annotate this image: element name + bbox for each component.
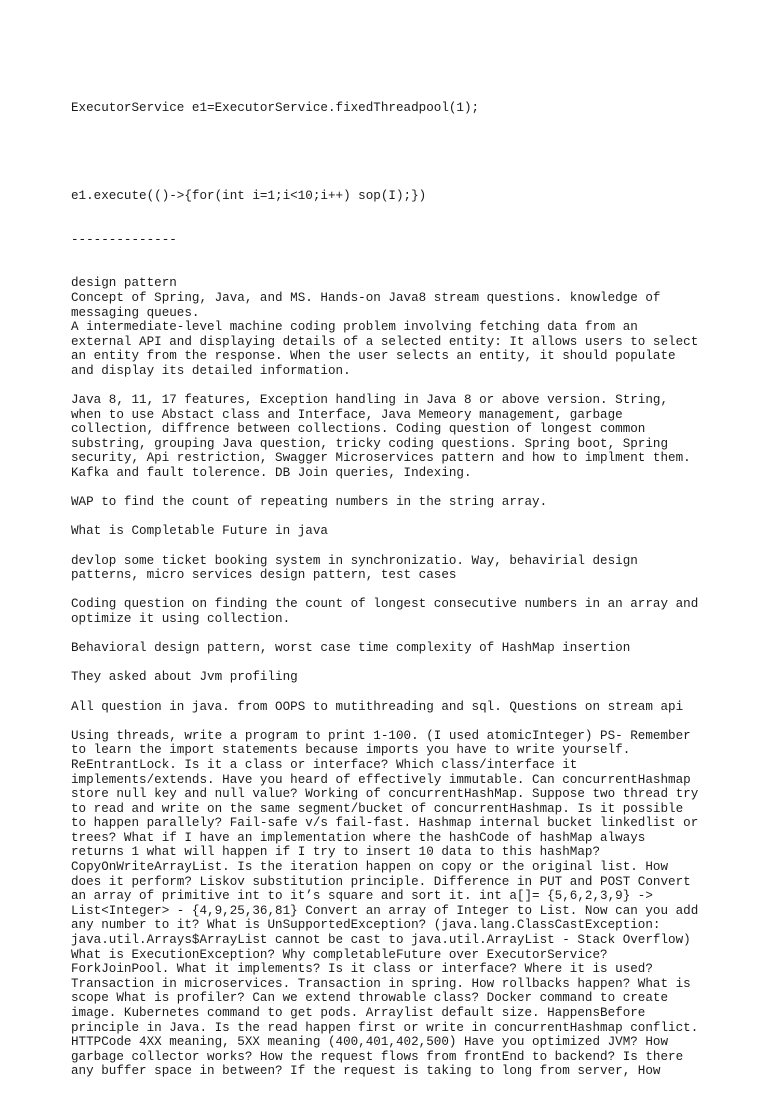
document-page [71, 72, 711, 1094]
paragraph-jvm-profiling [71, 670, 711, 685]
paragraph-wap-repeating [71, 495, 711, 510]
text-line: Using threads, write a program to print 1-100. (I used atomicInteger) PS- Remember [71, 728, 691, 743]
text-line: external API and displaying details of a selected entity: It allows users to select [71, 334, 699, 349]
text-line: A intermediate-level machine coding problem involving fetching data from an [71, 320, 638, 335]
text-line: devlop some ticket booking system in synchronizatio. Way, behavirial design [71, 553, 638, 568]
text-line: security, Api restriction, Swagger Microservices pattern and how to implment them. [71, 451, 691, 466]
text-line: Transaction in microservices. Transaction in spring. How rollbacks happen? What is [71, 976, 691, 991]
text-line: collection, diffrence between collections. Coding question of longest common [71, 422, 646, 437]
text-line: scope What is profiler? Can we extend throwable class? Docker command to create [71, 991, 669, 1006]
text-line: design pattern [71, 276, 177, 291]
text-line: Java 8, 11, 17 features, Exception handling in Java 8 or above version. String, [71, 393, 669, 408]
paragraph-completable-future [71, 524, 711, 539]
text-line: java.util.Arrays$ArrayList cannot be cast to java.util.ArrayList - Stack Overflow) [71, 933, 691, 948]
text-line: patterns, micro services design pattern, test cases [71, 568, 457, 583]
text-line: Kafka and fault tolerence. DB Join queries, Indexing. [71, 466, 472, 481]
text-line: when to use Abstact class and Interface, Java Memeory management, garbage [71, 407, 623, 422]
text-line: ReEntrantLock. Is it a class or interface? Which class/interface it [71, 757, 578, 772]
text-line: and display its detailed information. [71, 363, 351, 378]
paragraph-java-features [71, 393, 711, 481]
text-line: trees? What if I have an implementation where the hashCode of hashMap always [71, 830, 646, 845]
text-line: Concept of Spring, Java, and MS. Hands-on Java8 stream questions. knowledge of [71, 290, 661, 305]
text-line: ForkJoinPool. What it implements? Is it class or interface? Where it is used? [71, 962, 653, 977]
paragraph-design-pattern [71, 276, 711, 378]
text-line: WAP to find the count of repeating numbers in the string array. [71, 495, 548, 510]
text-line: image. Kubernetes command to get pods. Arraylist default size. HappensBefore [71, 1006, 646, 1020]
text-line: CopyOnWriteArrayList. Is the iteration happen on copy or the original list. How [71, 860, 669, 875]
text-line: to read and write on the same segment/bucket of concurrentHashmap. Is it possible [71, 801, 684, 816]
text-line: any buffer space in between? If the request is taking to long from server, How [71, 1064, 661, 1079]
text-line: any number to it? What is UnSupportedException? (java.lang.ClassCastException: [71, 918, 661, 933]
text-line: What is Completable Future in java [71, 524, 328, 539]
paragraph-threads-questions [71, 729, 711, 1079]
text-line: substring, grouping Java question, tricky coding questions. Spring boot, Spring [71, 436, 669, 451]
paragraph-behavioral-pattern [71, 641, 711, 656]
text-line: Coding question on finding the count of longest consecutive numbers in an array and [71, 597, 699, 612]
text-line: optimize it using collection. [71, 611, 291, 626]
code-snippet-execute [71, 160, 711, 277]
text-line: Behavioral design pattern, worst case time complexity of HashMap insertion [71, 641, 631, 656]
paragraph-all-java [71, 700, 711, 715]
text-line: store null key and null value? Working of concurrentHashMap. Suppose two thread try [71, 787, 699, 802]
text-line: to learn the import statements because imports you have to write yourself. [71, 743, 631, 758]
text-line: implements/extends. Have you heard of effectively immutable. Can concurrentHashmap [71, 772, 691, 787]
text-line: to happen parallely? Fail-safe v/s fail-fast. Hashmap internal bucket linkedlist or [71, 816, 699, 831]
paragraph-longest-consecutive [71, 597, 711, 626]
code-line: e1.execute(()->{for(int i=1;i<10;i++) sop(I);}) [71, 188, 427, 203]
text-line: HTTPCode 4XX meaning, 5XX meaning (400,401,402,500) Have you optimized JVM? How [71, 1035, 669, 1050]
text-line: garbage collector works? How the request flows from frontEnd to backend? Is there [71, 1049, 684, 1064]
text-line: All question in java. from OOPS to mutithreading and sql. Questions on stream api [71, 699, 684, 714]
text-line: an entity from the response. When the user selects an entity, it should populate [71, 349, 676, 364]
text-line: principle in Java. Is the read happen first or write in concurrentHashmap conflict. [71, 1020, 699, 1035]
text-line: returns 1 what will happen if I try to insert 10 data to this hashMap? [71, 845, 601, 860]
text-line: List<Integer> - {4,9,25,36,81} Convert an array of Integer to List. Now can you add [71, 903, 699, 918]
separator-line: -------------- [71, 232, 177, 247]
text-line: an array of primitive int to it’s square and sort it. int a[]= {5,6,2,3,9} -> [71, 889, 653, 904]
text-line: does it perform? Liskov substitution principle. Difference in PUT and POST Convert [71, 874, 691, 889]
code-snippet-executor [71, 72, 711, 145]
text-line: messaging queues. [71, 305, 200, 320]
text-line: They asked about Jvm profiling [71, 670, 298, 685]
text-line: What is ExecutionException? Why completableFuture over ExecutorService? [71, 947, 608, 962]
paragraph-ticket-booking [71, 554, 711, 583]
code-line: ExecutorService e1=ExecutorService.fixedThreadpool(1); [71, 101, 480, 116]
